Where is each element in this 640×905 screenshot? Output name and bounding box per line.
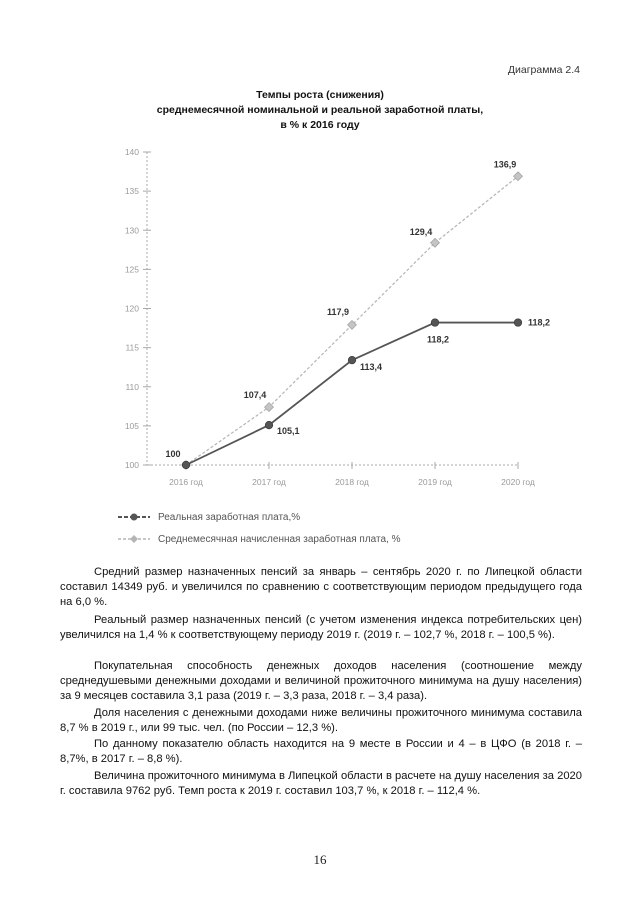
legend-item-nominal-wage: [118, 532, 401, 546]
chart-title-line-3: в % к 2016 году: [280, 119, 360, 131]
series-0-data-label-3: 118,2: [427, 334, 450, 345]
legend-line-marker-dark: [118, 511, 150, 523]
legend-line-marker-light: [118, 533, 150, 545]
series-line-0: [186, 323, 518, 465]
series-0-point-0: [182, 461, 190, 469]
legend-label-real-wage: Реальная заработная плата,%: [158, 511, 301, 523]
series-0-data-label-2: 113,4: [360, 362, 383, 373]
x-tick-label-0: 2016 год: [169, 477, 203, 487]
series-1-data-label-1: 107,4: [243, 390, 267, 401]
x-tick-label-4: 2020 год: [501, 477, 535, 487]
diagram-label: Диаграмма 2.4: [507, 64, 580, 76]
series-0-data-label-0: 100: [165, 449, 181, 459]
series-1-data-label-3: 129,4: [409, 226, 433, 237]
x-tick-label-3: 2019 год: [418, 477, 452, 487]
series-0-point-3: [431, 319, 439, 327]
y-tick-label-110: 110: [125, 381, 139, 392]
series-1-data-label-2: 117,9: [326, 306, 350, 317]
legend-label-nominal-wage: Среднемесячная начисленная заработная плата, %: [158, 533, 401, 545]
y-tick-label-105: 105: [124, 420, 139, 431]
chart-title-line-1: Темпы роста (снижения): [256, 89, 384, 101]
legend-item-real-wage: [118, 510, 300, 524]
chart-title-line-2: среднемесячной номинальной и реальной заработной платы,: [156, 104, 484, 116]
paragraph-real-pensions: Реальный размер назначенных пенсий (с учетом изменения индекса потребительских цен) увеличился на 1,4 % к соответствующему периоду 2019 г. (2019 г. – 102,7 %, 2018 г. – 100,5 %).: [60, 614, 582, 641]
series-0-data-label-4: 118,2: [528, 317, 551, 328]
paragraph-pensions: Средний размер назначенных пенсий за январь – сентябрь 2020 г. по Липецкой области составил 14349 руб. и увеличился по сравнению с соответствующим периодом предыдущего года на 6,0 %.: [60, 566, 582, 608]
paragraph-purchasing-power: Покупательная способность денежных доходов населения (соотношение между среднедушевыми денежными доходами и величиной прожиточного минимума на душу населения) за 9 месяцев составила 3,1 раза (2019 г. – 3,3 раза, 2018 г. – 3,4 раза).: [60, 660, 582, 702]
x-tick-label-1: 2017 год: [252, 477, 286, 487]
series-0-data-label-1: 105,1: [277, 426, 300, 437]
series-0-point-4: [514, 319, 522, 327]
page-number: 16: [313, 852, 327, 867]
paragraph-subsistence-minimum: Величина прожиточного минимума в Липецкой области в расчете на душу населения за 2020 г. составила 9762 руб. Темп роста к 2019 г. составил 103,7 %, к 2018 г. – 112,4 %.: [60, 770, 582, 797]
y-tick-label-115: 115: [125, 342, 139, 353]
series-0-point-1: [265, 421, 273, 429]
y-tick-label-120: 120: [124, 303, 139, 314]
y-tick-label-140: 140: [124, 147, 139, 157]
paragraph-region-rank: По данному показателю область находится на 9 месте в России и 4 – в ЦФО (в 2018 г. – 8,7%, в 2017 г. – 8,8 %).: [60, 738, 582, 765]
series-0-point-2: [348, 356, 356, 364]
paragraph-poverty-share: Доля населения с денежными доходами ниже величины прожиточного минимума составила 8,7 % в 2019 г., или 99 тыс. чел. (по России – 12,3 %).: [60, 707, 582, 734]
y-tick-label-125: 125: [124, 264, 139, 275]
x-tick-label-2: 2018 год: [335, 477, 369, 487]
y-tick-label-100: 100: [124, 460, 139, 470]
y-tick-label-130: 130: [124, 225, 139, 236]
series-1-data-label-4: 136,9: [493, 159, 517, 170]
y-tick-label-135: 135: [124, 186, 139, 197]
